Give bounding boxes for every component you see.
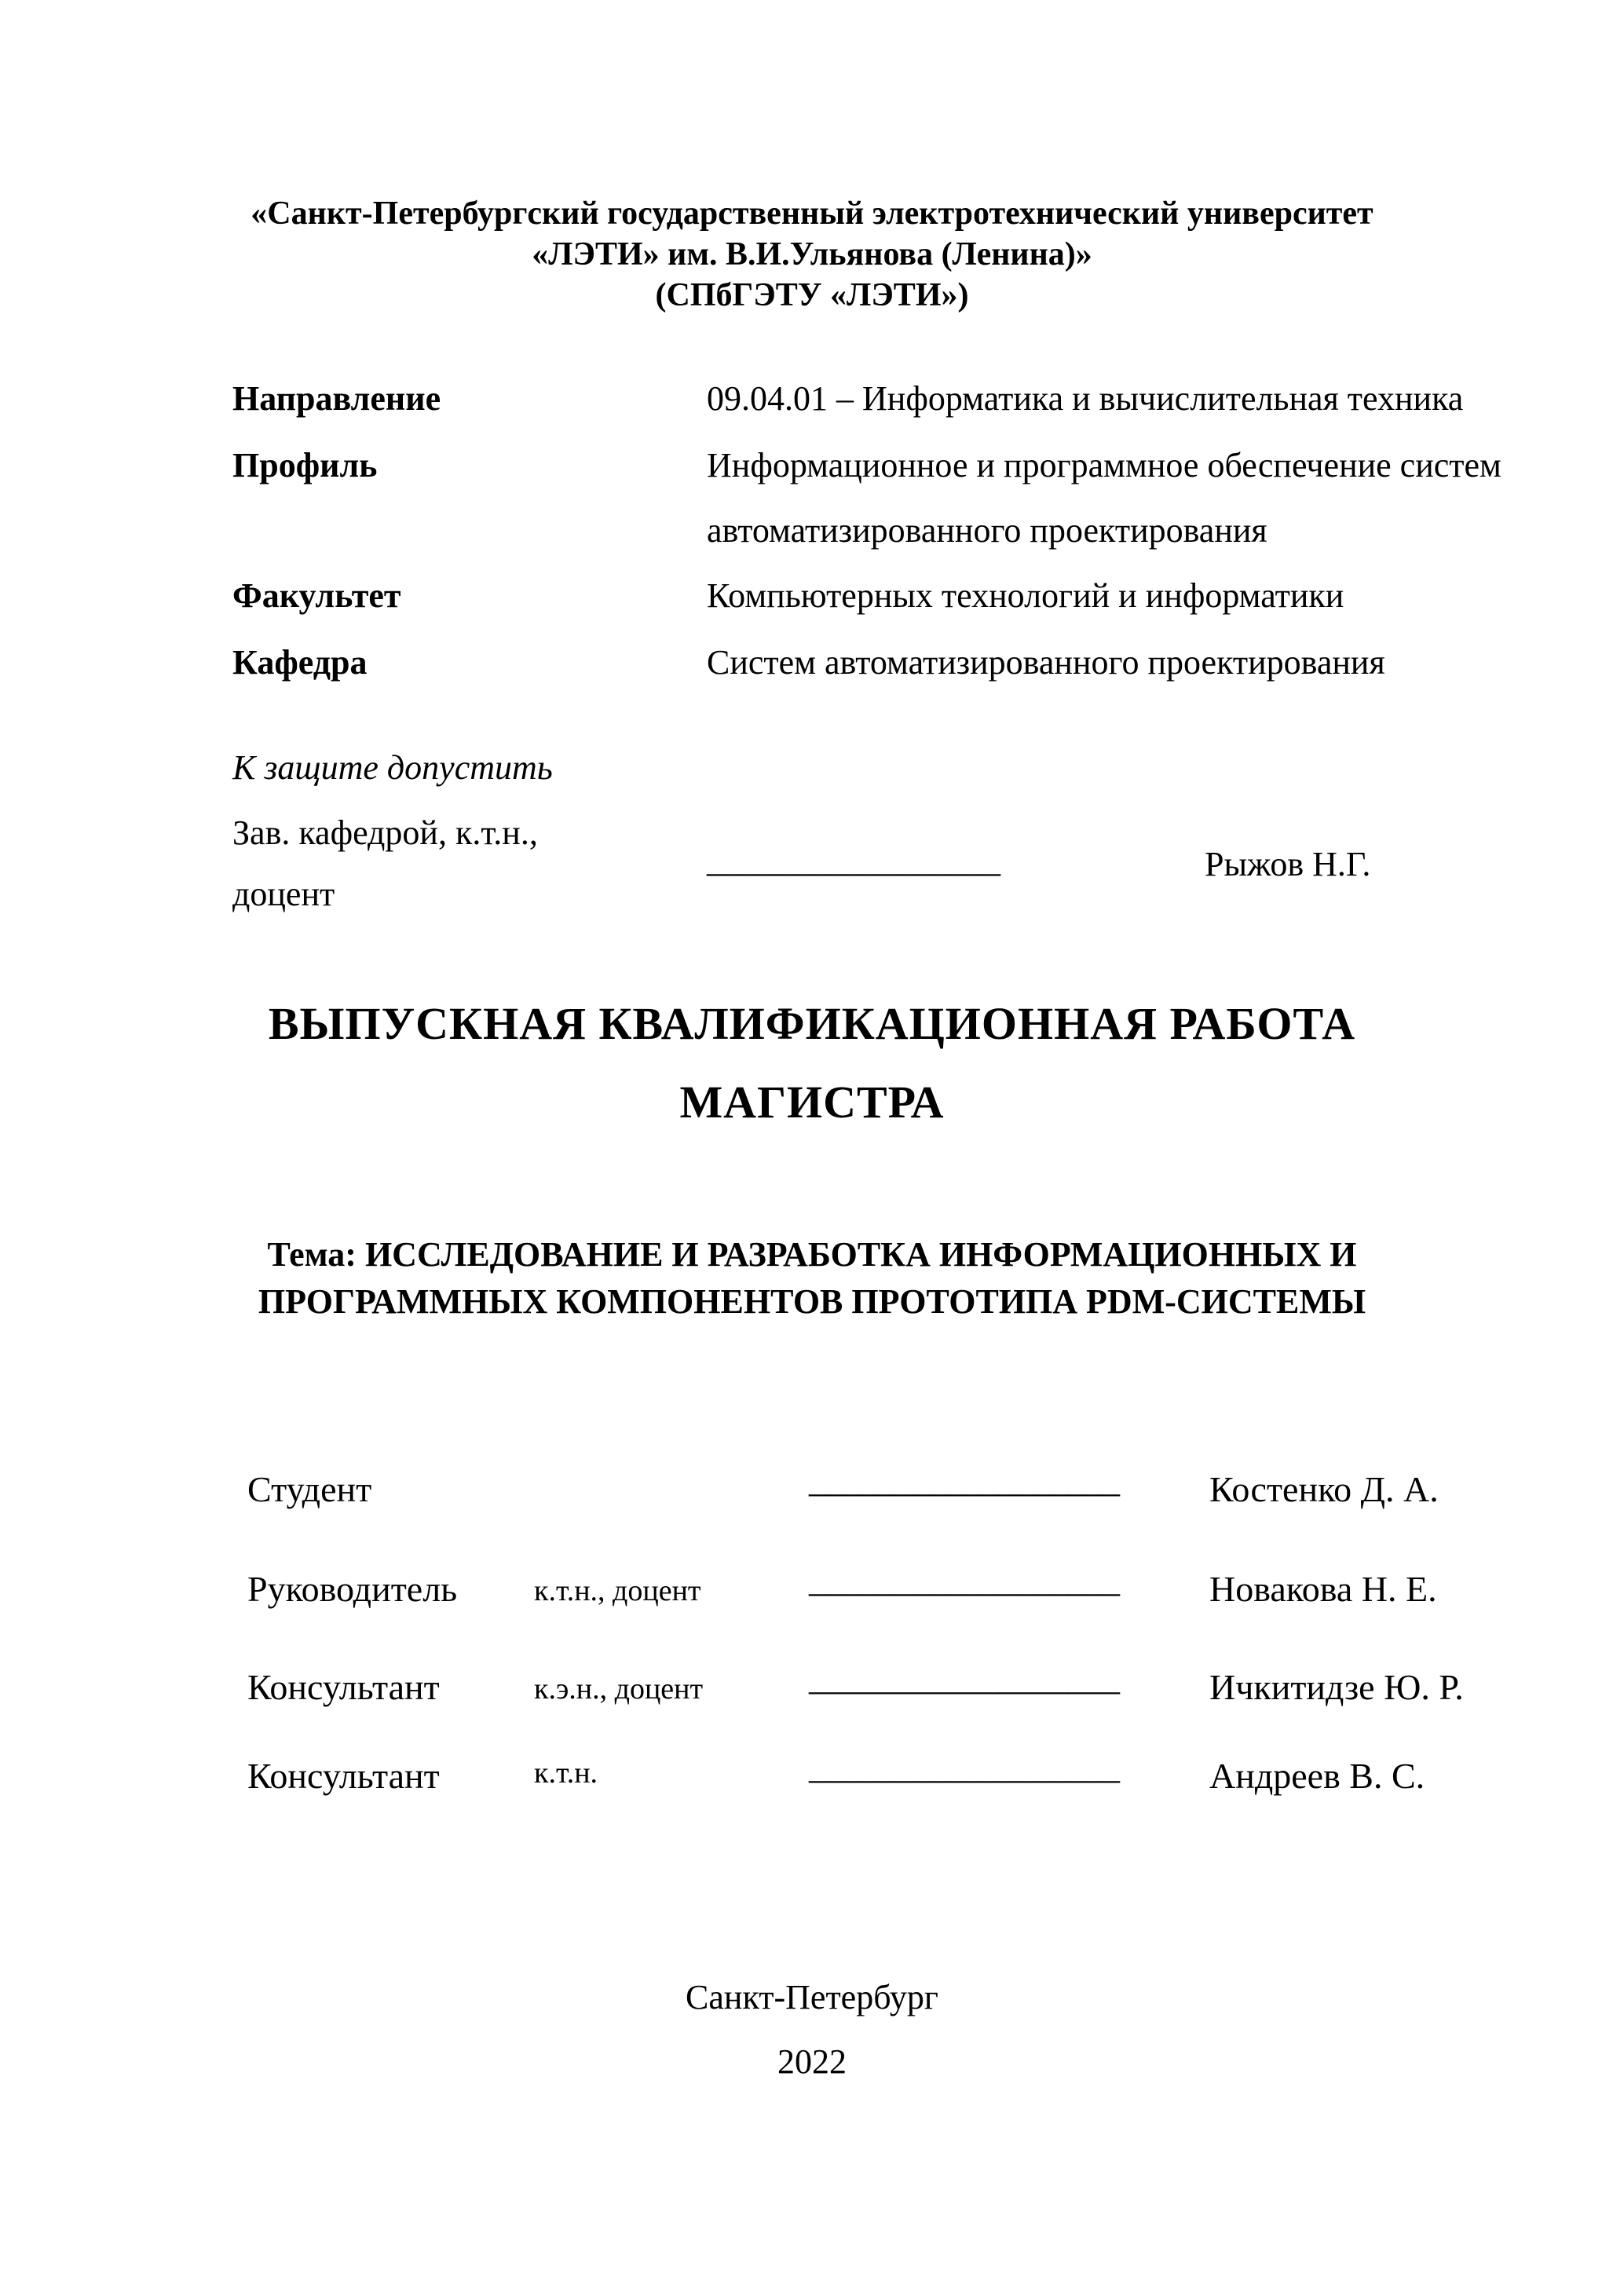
direction-value: 09.04.01 – Информатика и вычислительная техника bbox=[707, 379, 1464, 418]
document-title-line1: ВЫПУСКНАЯ КВАЛИФИКАЦИОННАЯ РАБОТА bbox=[268, 998, 1356, 1049]
department-label: Кафедра bbox=[232, 643, 368, 682]
signature-degree: к.т.н., доцент bbox=[534, 1574, 701, 1607]
signature-role: Руководитель bbox=[247, 1569, 458, 1609]
profile-value-line1: Информационное и программное обеспечение систем bbox=[707, 446, 1501, 484]
head-name: Рыжов Н.Г. bbox=[1205, 845, 1371, 883]
faculty-value: Компьютерных технологий и информатики bbox=[707, 576, 1344, 615]
university-abbreviation: (СПбГЭТУ «ЛЭТИ») bbox=[655, 277, 969, 313]
signature-line: __________________ bbox=[809, 1461, 1120, 1500]
signature-line: __________________ bbox=[809, 1748, 1120, 1786]
topic-line2: ПРОГРАММНЫХ КОМПОНЕНТОВ ПРОТОТИПА PDM-СИСТЕМЫ bbox=[258, 1282, 1366, 1321]
department-value: Систем автоматизированного проектирования bbox=[707, 643, 1385, 682]
signature-line: __________________ bbox=[809, 1659, 1120, 1698]
signature-line: __________________ bbox=[809, 1561, 1120, 1600]
faculty-label: Факультет bbox=[232, 576, 401, 615]
signature-name: Ичкитидзе Ю. Р. bbox=[1209, 1667, 1464, 1707]
university-name-line1: «Санкт-Петербургский государственный электротехнический университет bbox=[251, 196, 1373, 232]
university-name-line2: «ЛЭТИ» им. В.И.Ульянова (Ленина)» bbox=[532, 236, 1092, 272]
signature-name: Новакова Н. Е. bbox=[1209, 1569, 1437, 1609]
profile-value-line2: автоматизированного проектирования bbox=[707, 511, 1267, 550]
signature-name: Костенко Д. А. bbox=[1209, 1469, 1439, 1509]
head-signature-line: _________________ bbox=[707, 841, 1000, 879]
signature-role: Консультант bbox=[247, 1756, 440, 1796]
city: Санкт-Петербург bbox=[686, 1978, 938, 2016]
topic-line1: Тема: ИССЛЕДОВАНИЕ И РАЗРАБОТКА ИНФОРМАЦИОННЫХ И bbox=[267, 1235, 1357, 1274]
year: 2022 bbox=[777, 2042, 847, 2081]
signature-role: Консультант bbox=[247, 1667, 440, 1707]
signature-role: Студент bbox=[247, 1469, 372, 1509]
document-title-line2: МАГИСТРА bbox=[679, 1077, 945, 1128]
signature-degree: к.э.н., доцент bbox=[534, 1673, 704, 1706]
signature-degree: к.т.н. bbox=[534, 1757, 598, 1790]
profile-label: Профиль bbox=[232, 446, 378, 484]
head-of-department-line2: доцент bbox=[232, 875, 335, 913]
admit-to-defense: К защите допустить bbox=[232, 748, 553, 787]
direction-label: Направление bbox=[232, 379, 441, 418]
head-of-department-line1: Зав. кафедрой, к.т.н., bbox=[232, 813, 538, 852]
signature-name: Андреев В. С. bbox=[1209, 1756, 1425, 1796]
